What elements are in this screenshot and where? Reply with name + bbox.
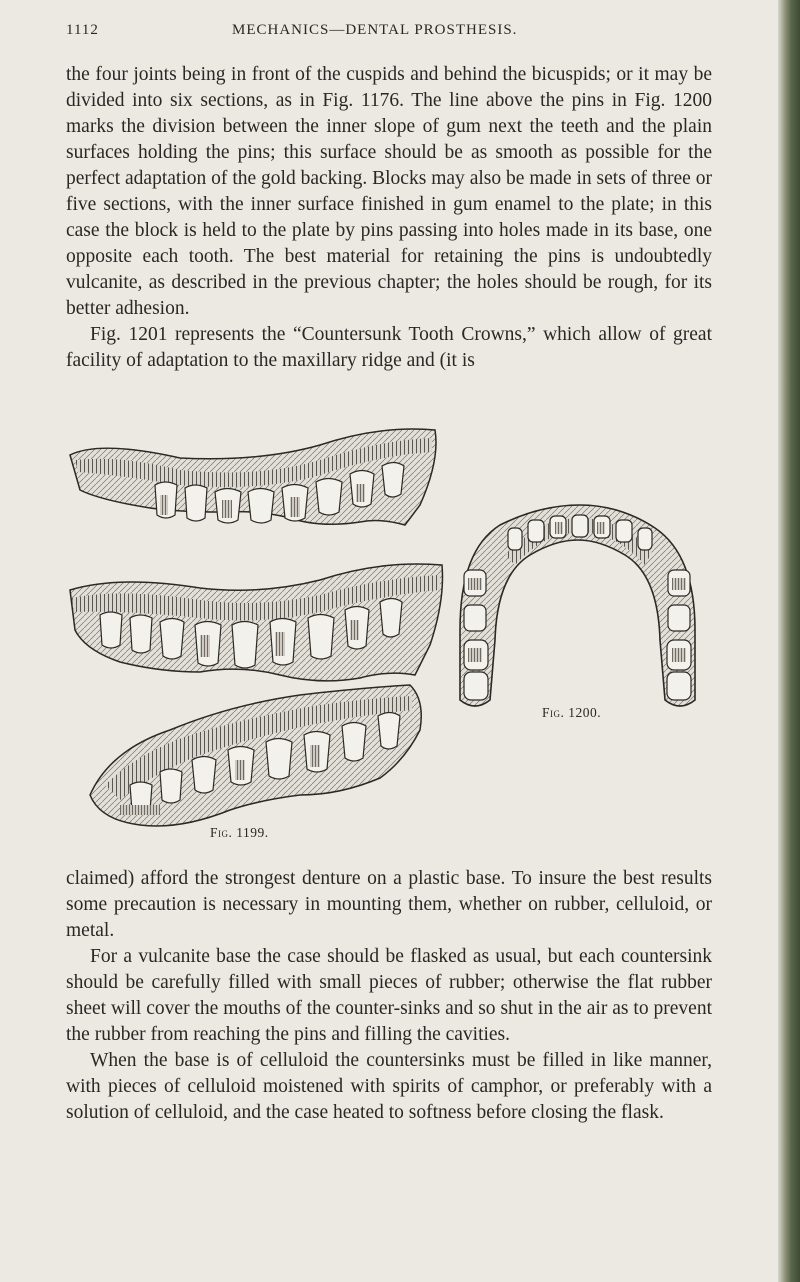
denture-block-1 — [70, 429, 436, 525]
paragraph: When the base is of celluloid the countersinks must be filled in like manner, with pieces of celluloid moistened with spirits of camphor, or preferably with a solution of celluloid, and the case heated to softness before closing the flask. — [66, 1050, 712, 1123]
page-number: 1112 — [66, 22, 99, 38]
text-block-bottom — [66, 866, 712, 1126]
figure-caption-1199: Fig. 1199. — [210, 825, 269, 840]
paragraph: claimed) afford the strongest denture on a plastic base. To insure the best results some precaution is necessary in mounting them, whether on rubber, celluloid, or metal. — [66, 868, 712, 941]
full-arch-horseshoe — [460, 505, 695, 706]
chapter-title: MECHANICS—DENTAL PROSTHESIS. — [232, 22, 518, 38]
figure-caption-1200: Fig. 1200. — [542, 705, 602, 720]
text-block-top — [66, 62, 712, 374]
paragraph: Fig. 1201 represents the “Countersunk Tooth Crowns,” which allow of great facility of adaptation to the maxillary ridge and (it is — [66, 324, 712, 371]
paragraph: For a vulcanite base the case should be flasked as usual, but each countersink should be carefully filled with small pieces of rubber; otherwise the flat rubber sheet will cover the mouths of the counter-sinks and so shut in the air as to prevent the rubber from reaching the pins and filling the cavities. — [66, 946, 712, 1045]
denture-block-3 — [90, 685, 421, 826]
dental-figures-illustration — [60, 400, 760, 850]
denture-block-2 — [70, 564, 443, 681]
paragraph: the four joints being in front of the cuspids and behind the bicuspids; or it may be divided into six sections, as in Fig. 1176. The line above the pins in Fig. 1200 marks the division between the inner slope of gum next the teeth and the plain surfaces holding the pins; this surface should be as smooth as possible for the perfect adaptation of the gold backing. Blocks may also be made in sets of three or five sections, with the inner surface finished in gum enamel to the plate; in this case the block is held to the plate by pins passing into holes made in its base, one opposite each tooth. The best material for retaining the pins is undoubtedly vulcanite, as described in the previous chapter; the holes should be rough, for its better adhesion. — [66, 64, 712, 319]
book-binding-edge — [778, 0, 800, 1282]
